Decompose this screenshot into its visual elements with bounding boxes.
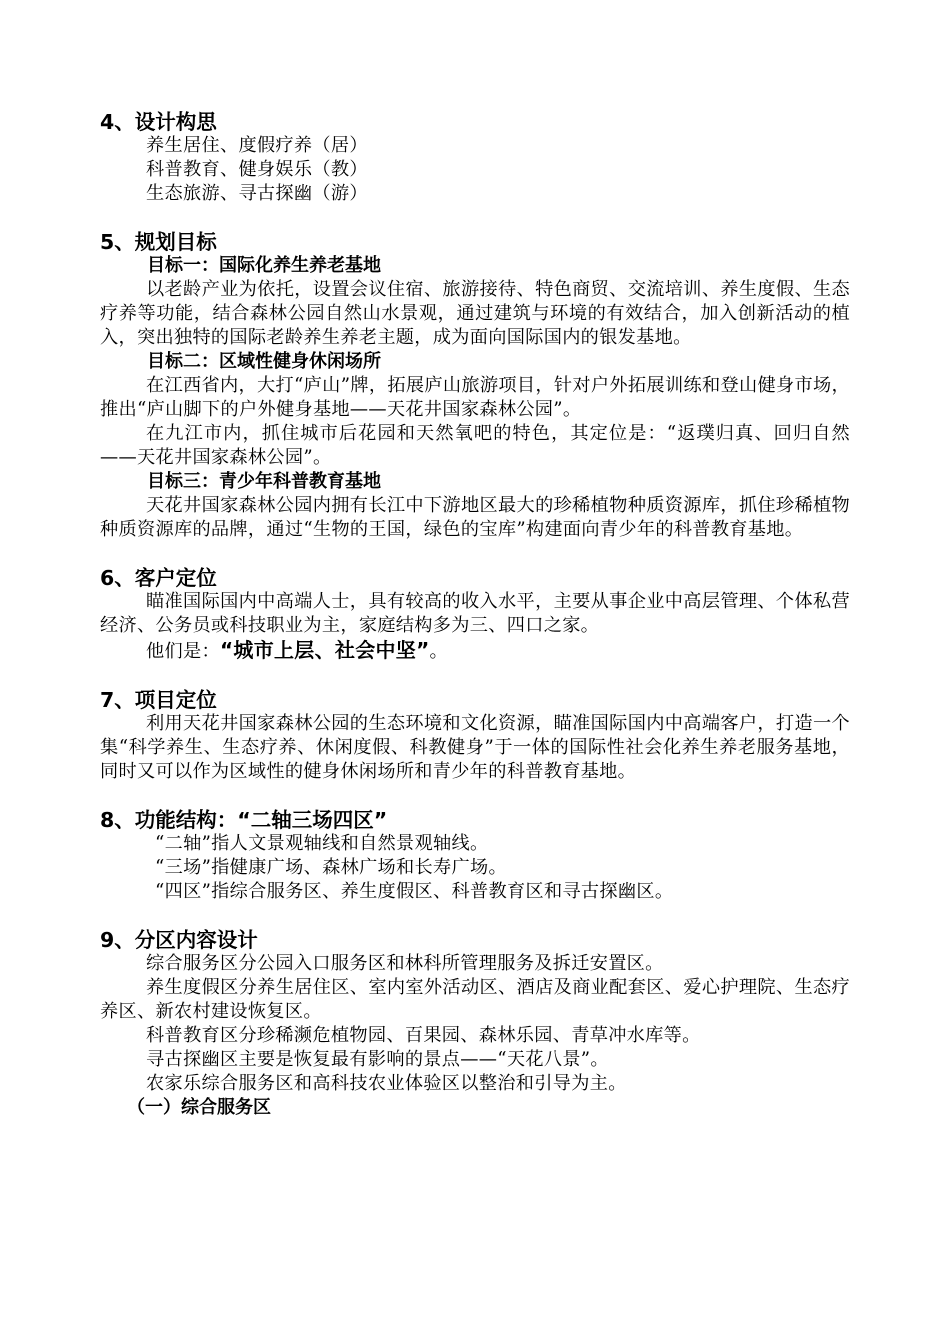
goal-2-paragraph-2: 在九江市内，抓住城市后花园和天然氧吧的特色，其定位是：“返璞归真、回归自然——天花井国家森林公园”。 bbox=[100, 423, 850, 468]
goal-2-paragraph-1: 在江西省内，大打“庐山”牌，拓展庐山旅游项目，针对户外拓展训练和登山健身市场，推出“庐山脚下的户外健身基地——天花井国家森林公园”。 bbox=[100, 375, 850, 420]
design-concept-line-1: 养生居住、度假疗养（居） bbox=[146, 135, 368, 156]
zone-paragraph-2: 养生度假区分养生居住区、室内室外活动区、酒店及商业配套区、爱心护理院、生态疗养区、新农村建设恢复区。 bbox=[100, 977, 850, 1022]
project-positioning-paragraph: 利用天花井国家森林公园的生态环境和文化资源，瞄准国际国内中高端客户，打造一个集“科学养生、生态疗养、休闲度假、科教健身”于一体的国际性社会化养生养老服务基地，同时又可以作为区域性的健身休闲场所和青少年的科普教育基地。 bbox=[100, 713, 850, 782]
they-emphasis: “城市上层、社会中坚” bbox=[219, 638, 430, 662]
section-6-heading: 6、客户定位 bbox=[100, 566, 217, 590]
section-5-heading: 5、规划目标 bbox=[100, 230, 217, 254]
structure-line-zones: “四区”指综合服务区、养生度假区、科普教育区和寻古探幽区。 bbox=[155, 881, 674, 902]
zone-paragraph-1: 综合服务区分公园入口服务区和林科所管理服务及拆迁安置区。 bbox=[146, 953, 664, 974]
section-4-heading: 4、设计构思 bbox=[100, 110, 217, 134]
section-7-heading: 7、项目定位 bbox=[100, 688, 217, 712]
customer-summary-line bbox=[100, 638, 850, 664]
goal-2-title: 目标二：区域性健身休闲场所 bbox=[147, 351, 381, 372]
structure-line-axes: “二轴”指人文景观轴线和自然景观轴线。 bbox=[155, 833, 489, 854]
zone-paragraph-5: 农家乐综合服务区和高科技农业体验区以整治和引导为主。 bbox=[146, 1073, 627, 1094]
subsection-comprehensive-service: （一）综合服务区 bbox=[127, 1097, 271, 1118]
goal-1-title: 目标一：国际化养生养老基地 bbox=[147, 255, 381, 276]
goal-3-paragraph: 天花井国家森林公园内拥有长江中下游地区最大的珍稀植物种质资源库，抓住珍稀植物种质资源库的品牌，通过“生物的王国，绿色的宝库”构建面向青少年的科普教育基地。 bbox=[100, 495, 850, 540]
design-concept-line-2: 科普教育、健身娱乐（教） bbox=[146, 159, 368, 180]
goal-3-title: 目标三：青少年科普教育基地 bbox=[147, 471, 381, 492]
document-page bbox=[0, 110, 950, 1120]
section-8-heading: 8、功能结构：“二轴三场四区” bbox=[100, 808, 388, 832]
customer-positioning-paragraph: 瞄准国际国内中高端人士，具有较高的收入水平，主要从事企业中高层管理、个体私营经济、公务员或科技职业为主，家庭结构多为三、四口之家。 bbox=[100, 591, 850, 636]
structure-line-squares: “三场”指健康广场、森林广场和长寿广场。 bbox=[155, 857, 507, 878]
zone-paragraph-3: 科普教育区分珍稀濒危植物园、百果园、森林乐园、青草冲水库等。 bbox=[146, 1025, 701, 1046]
design-concept-line-3: 生态旅游、寻古探幽（游） bbox=[146, 183, 368, 204]
they-prefix: 他们是： bbox=[146, 641, 220, 662]
zone-paragraph-4: 寻古探幽区主要是恢复最有影响的景点——“天花八景”。 bbox=[146, 1049, 609, 1070]
goal-1-paragraph: 以老龄产业为依托，设置会议住宿、旅游接待、特色商贸、交流培训、养生度假、生态疗养等功能，结合森林公园自然山水景观，通过建筑与环境的有效结合，加入创新活动的植入，突出独特的国际老龄养生养老主题，成为面向国际国内的银发基地。 bbox=[100, 279, 850, 348]
they-suffix: 。 bbox=[429, 641, 449, 662]
section-9-heading: 9、分区内容设计 bbox=[100, 928, 258, 952]
